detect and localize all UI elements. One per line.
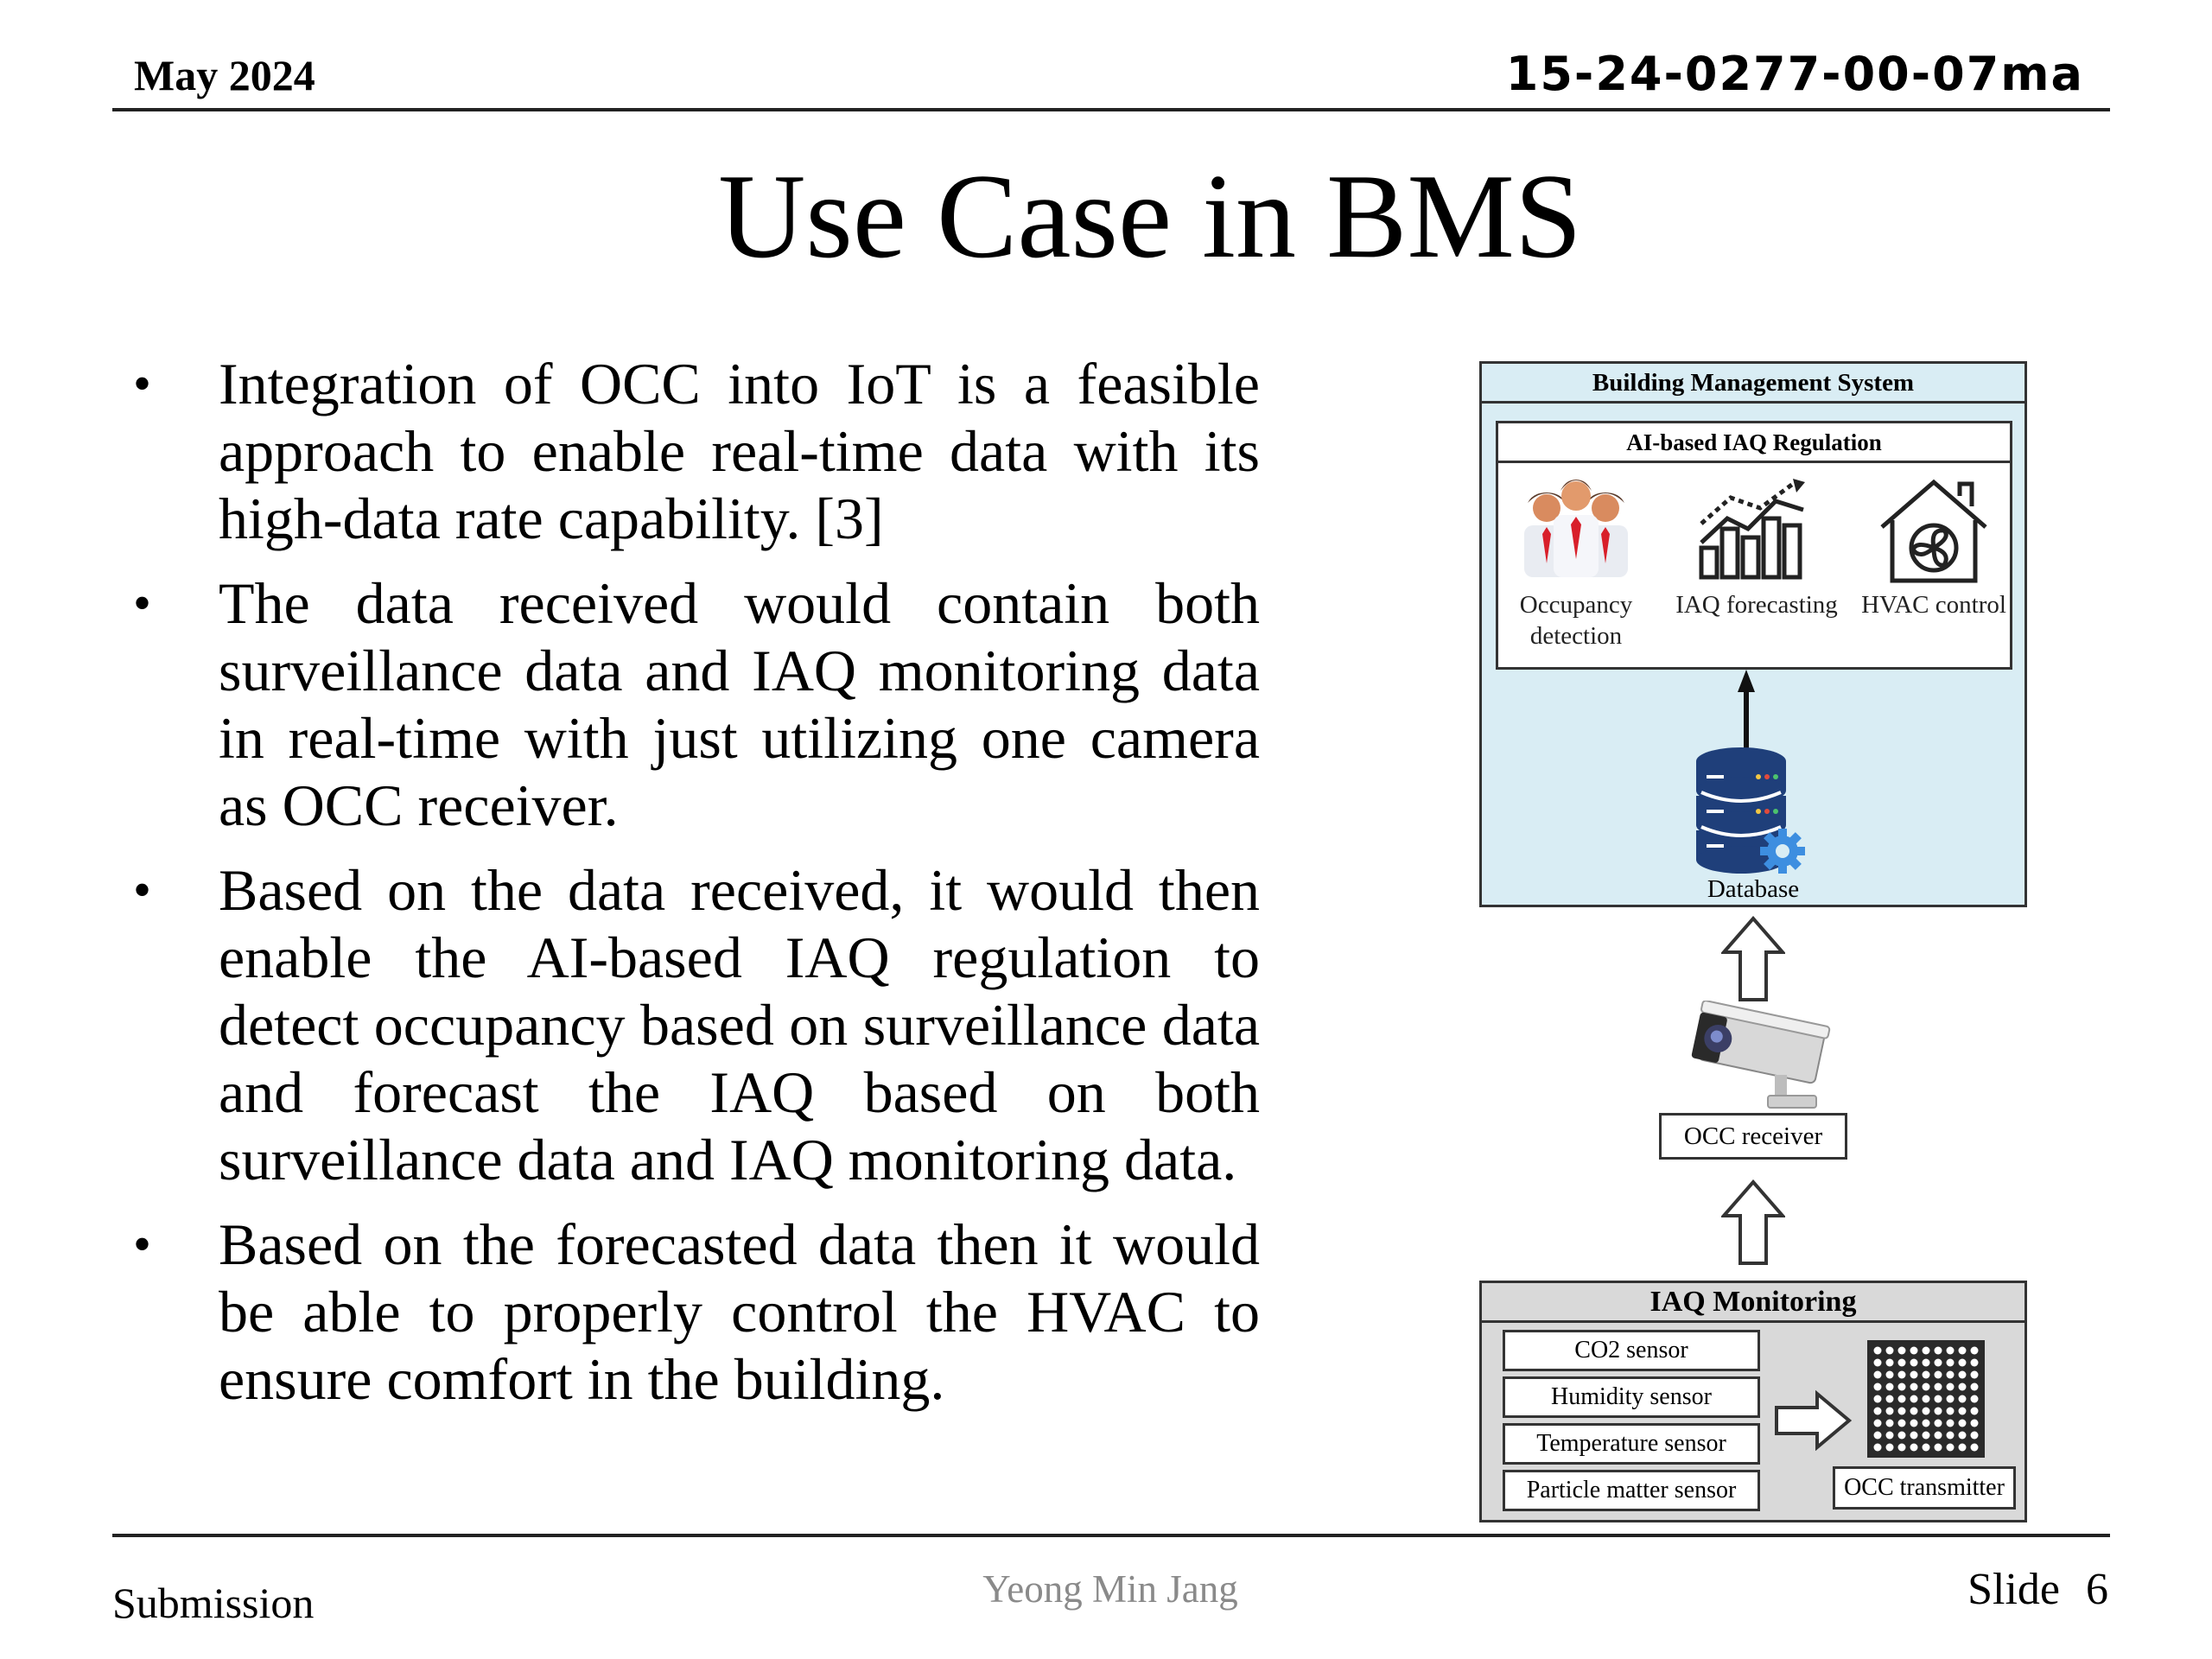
particle-matter-sensor-box: Particle matter sensor (1503, 1470, 1760, 1511)
led-dot (1874, 1408, 1882, 1415)
led-dot (1959, 1371, 1967, 1379)
led-dot (1935, 1395, 1942, 1403)
led-dot (1959, 1359, 1967, 1367)
led-dot (1923, 1359, 1930, 1367)
bullet-item (128, 350, 1260, 552)
led-dot (1959, 1432, 1967, 1440)
led-dot (1959, 1420, 1967, 1427)
iaq-monitoring-title: IAQ Monitoring (1482, 1283, 2024, 1323)
bullet-icon: • (133, 861, 152, 918)
led-dot (1886, 1347, 1894, 1355)
forecast-chart-icon (1696, 475, 1817, 584)
led-dot (1874, 1347, 1882, 1355)
occ-transmitter-label: OCC transmitter (1833, 1466, 2016, 1510)
led-dot (1935, 1408, 1942, 1415)
led-dot (1886, 1359, 1894, 1367)
occ-receiver-label: OCC receiver (1659, 1113, 1847, 1160)
led-dot (1898, 1444, 1906, 1452)
humidity-sensor-box: Humidity sensor (1503, 1376, 1760, 1418)
occupancy-detection-label: Occupancy detection (1519, 591, 1633, 650)
led-dot (1971, 1383, 1979, 1391)
led-dot (1971, 1408, 1979, 1415)
led-dot (1947, 1395, 1955, 1403)
led-dot (1947, 1420, 1955, 1427)
led-dot (1923, 1420, 1930, 1427)
led-dot (1935, 1383, 1942, 1391)
led-dot (1886, 1371, 1894, 1379)
iaq-forecasting-label: IAQ forecasting (1675, 591, 1838, 619)
led-dot (1971, 1432, 1979, 1440)
footer-author: Yeong Min Jang (982, 1567, 1238, 1611)
header-document-id: 15-24-0277-00-07ma (1505, 47, 2084, 101)
led-dot (1874, 1383, 1882, 1391)
bms-title: Building Management System (1482, 364, 2024, 404)
led-dot (1971, 1371, 1979, 1379)
led-dot (1874, 1359, 1882, 1367)
database-icon (1689, 744, 1810, 882)
led-dot (1874, 1444, 1882, 1452)
led-dot (1898, 1383, 1906, 1391)
led-dot (1935, 1347, 1942, 1355)
led-matrix-icon (1867, 1340, 1985, 1458)
hollow-arrow-right-icon (1774, 1390, 1852, 1451)
led-dot (1886, 1420, 1894, 1427)
led-dot (1923, 1347, 1930, 1355)
led-dot (1935, 1420, 1942, 1427)
bullet-item (128, 1211, 1260, 1413)
led-dot (1910, 1408, 1918, 1415)
bullet-text: Integration of OCC into IoT is a feasible approach to enable real-time data with its high-data rate capability. [3] (219, 351, 1260, 551)
bullet-item (128, 856, 1260, 1193)
led-dot (1910, 1347, 1918, 1355)
led-dot (1959, 1347, 1967, 1355)
led-dot (1947, 1359, 1955, 1367)
led-dot (1959, 1408, 1967, 1415)
header-rule (112, 108, 2110, 111)
led-dot (1898, 1395, 1906, 1403)
led-dot (1898, 1432, 1906, 1440)
led-dot (1959, 1395, 1967, 1403)
led-dot (1959, 1383, 1967, 1391)
led-dot (1898, 1347, 1906, 1355)
camera-icon (1685, 1001, 1832, 1113)
bullet-text: Based on the data received, it would then enable the AI-based IAQ regulation to detect occupancy based on surveillance data and forecast the IAQ based on both surveillance data and IAQ monitoring data. (219, 857, 1260, 1192)
hollow-arrow-up-icon (1721, 1179, 1785, 1266)
bullet-icon: • (133, 355, 152, 412)
led-dot (1923, 1408, 1930, 1415)
led-dot (1947, 1432, 1955, 1440)
led-dot (1947, 1371, 1955, 1379)
led-dot (1874, 1395, 1882, 1403)
occupancy-people-icon (1516, 475, 1637, 584)
led-dot (1910, 1359, 1918, 1367)
slide-number: 6 (2086, 1565, 2108, 1614)
led-dot (1971, 1347, 1979, 1355)
led-dot (1935, 1444, 1942, 1452)
led-dot (1886, 1432, 1894, 1440)
footer-rule (112, 1534, 2110, 1537)
led-dot (1923, 1395, 1930, 1403)
led-dot (1910, 1432, 1918, 1440)
led-dot (1898, 1420, 1906, 1427)
led-dot (1971, 1359, 1979, 1367)
led-dot (1947, 1383, 1955, 1391)
footer-slide-number (1967, 1564, 2108, 1615)
led-dot (1935, 1359, 1942, 1367)
bullet-text: Based on the forecasted data then it would be able to properly control the HVAC to ensure comfort in the building. (219, 1211, 1260, 1412)
led-dot (1947, 1347, 1955, 1355)
ai-regulation-box (1496, 421, 2012, 670)
led-dot (1959, 1444, 1967, 1452)
led-dot (1910, 1395, 1918, 1403)
temperature-sensor-box: Temperature sensor (1503, 1423, 1760, 1465)
bullet-icon: • (133, 575, 152, 632)
led-dot (1910, 1420, 1918, 1427)
led-dot (1923, 1432, 1930, 1440)
led-dot (1971, 1395, 1979, 1403)
led-dot (1947, 1408, 1955, 1415)
led-dot (1935, 1432, 1942, 1440)
database-label: Database (1707, 875, 1800, 903)
hvac-house-fan-icon (1873, 475, 1994, 584)
led-dot (1886, 1444, 1894, 1452)
led-dot (1971, 1420, 1979, 1427)
header-date: May 2024 (134, 51, 315, 99)
led-dot (1898, 1408, 1906, 1415)
led-dot (1874, 1420, 1882, 1427)
led-dot (1923, 1371, 1930, 1379)
led-dot (1898, 1371, 1906, 1379)
bullet-text: The data received would contain both surveillance data and IAQ monitoring data in real-time with just utilizing one camera as OCC receiver. (219, 570, 1260, 838)
bms-panel (1479, 361, 2027, 907)
led-dot (1923, 1383, 1930, 1391)
led-dot (1947, 1444, 1955, 1452)
led-dot (1874, 1371, 1882, 1379)
co2-sensor-box: CO2 sensor (1503, 1330, 1760, 1371)
footer-submission: Submission (112, 1579, 315, 1627)
led-dot (1923, 1444, 1930, 1452)
bullet-list (128, 350, 1260, 1430)
led-dot (1886, 1408, 1894, 1415)
led-dot (1898, 1359, 1906, 1367)
led-dot (1910, 1371, 1918, 1379)
led-dot (1910, 1444, 1918, 1452)
led-dot (1874, 1432, 1882, 1440)
bullet-item (128, 569, 1260, 839)
led-dot (1910, 1383, 1918, 1391)
bullet-icon: • (133, 1216, 152, 1273)
slide-title: Use Case in BMS (718, 149, 1582, 283)
slide-label: Slide (1967, 1565, 2060, 1614)
led-dot (1935, 1371, 1942, 1379)
led-dot (1886, 1395, 1894, 1403)
hollow-arrow-up-icon (1721, 916, 1785, 1002)
iaq-monitoring-panel (1479, 1281, 2027, 1522)
hvac-control-label: HVAC control (1861, 591, 2006, 619)
led-dot (1886, 1383, 1894, 1391)
led-dot (1971, 1444, 1979, 1452)
ai-regulation-title: AI-based IAQ Regulation (1498, 423, 2010, 463)
